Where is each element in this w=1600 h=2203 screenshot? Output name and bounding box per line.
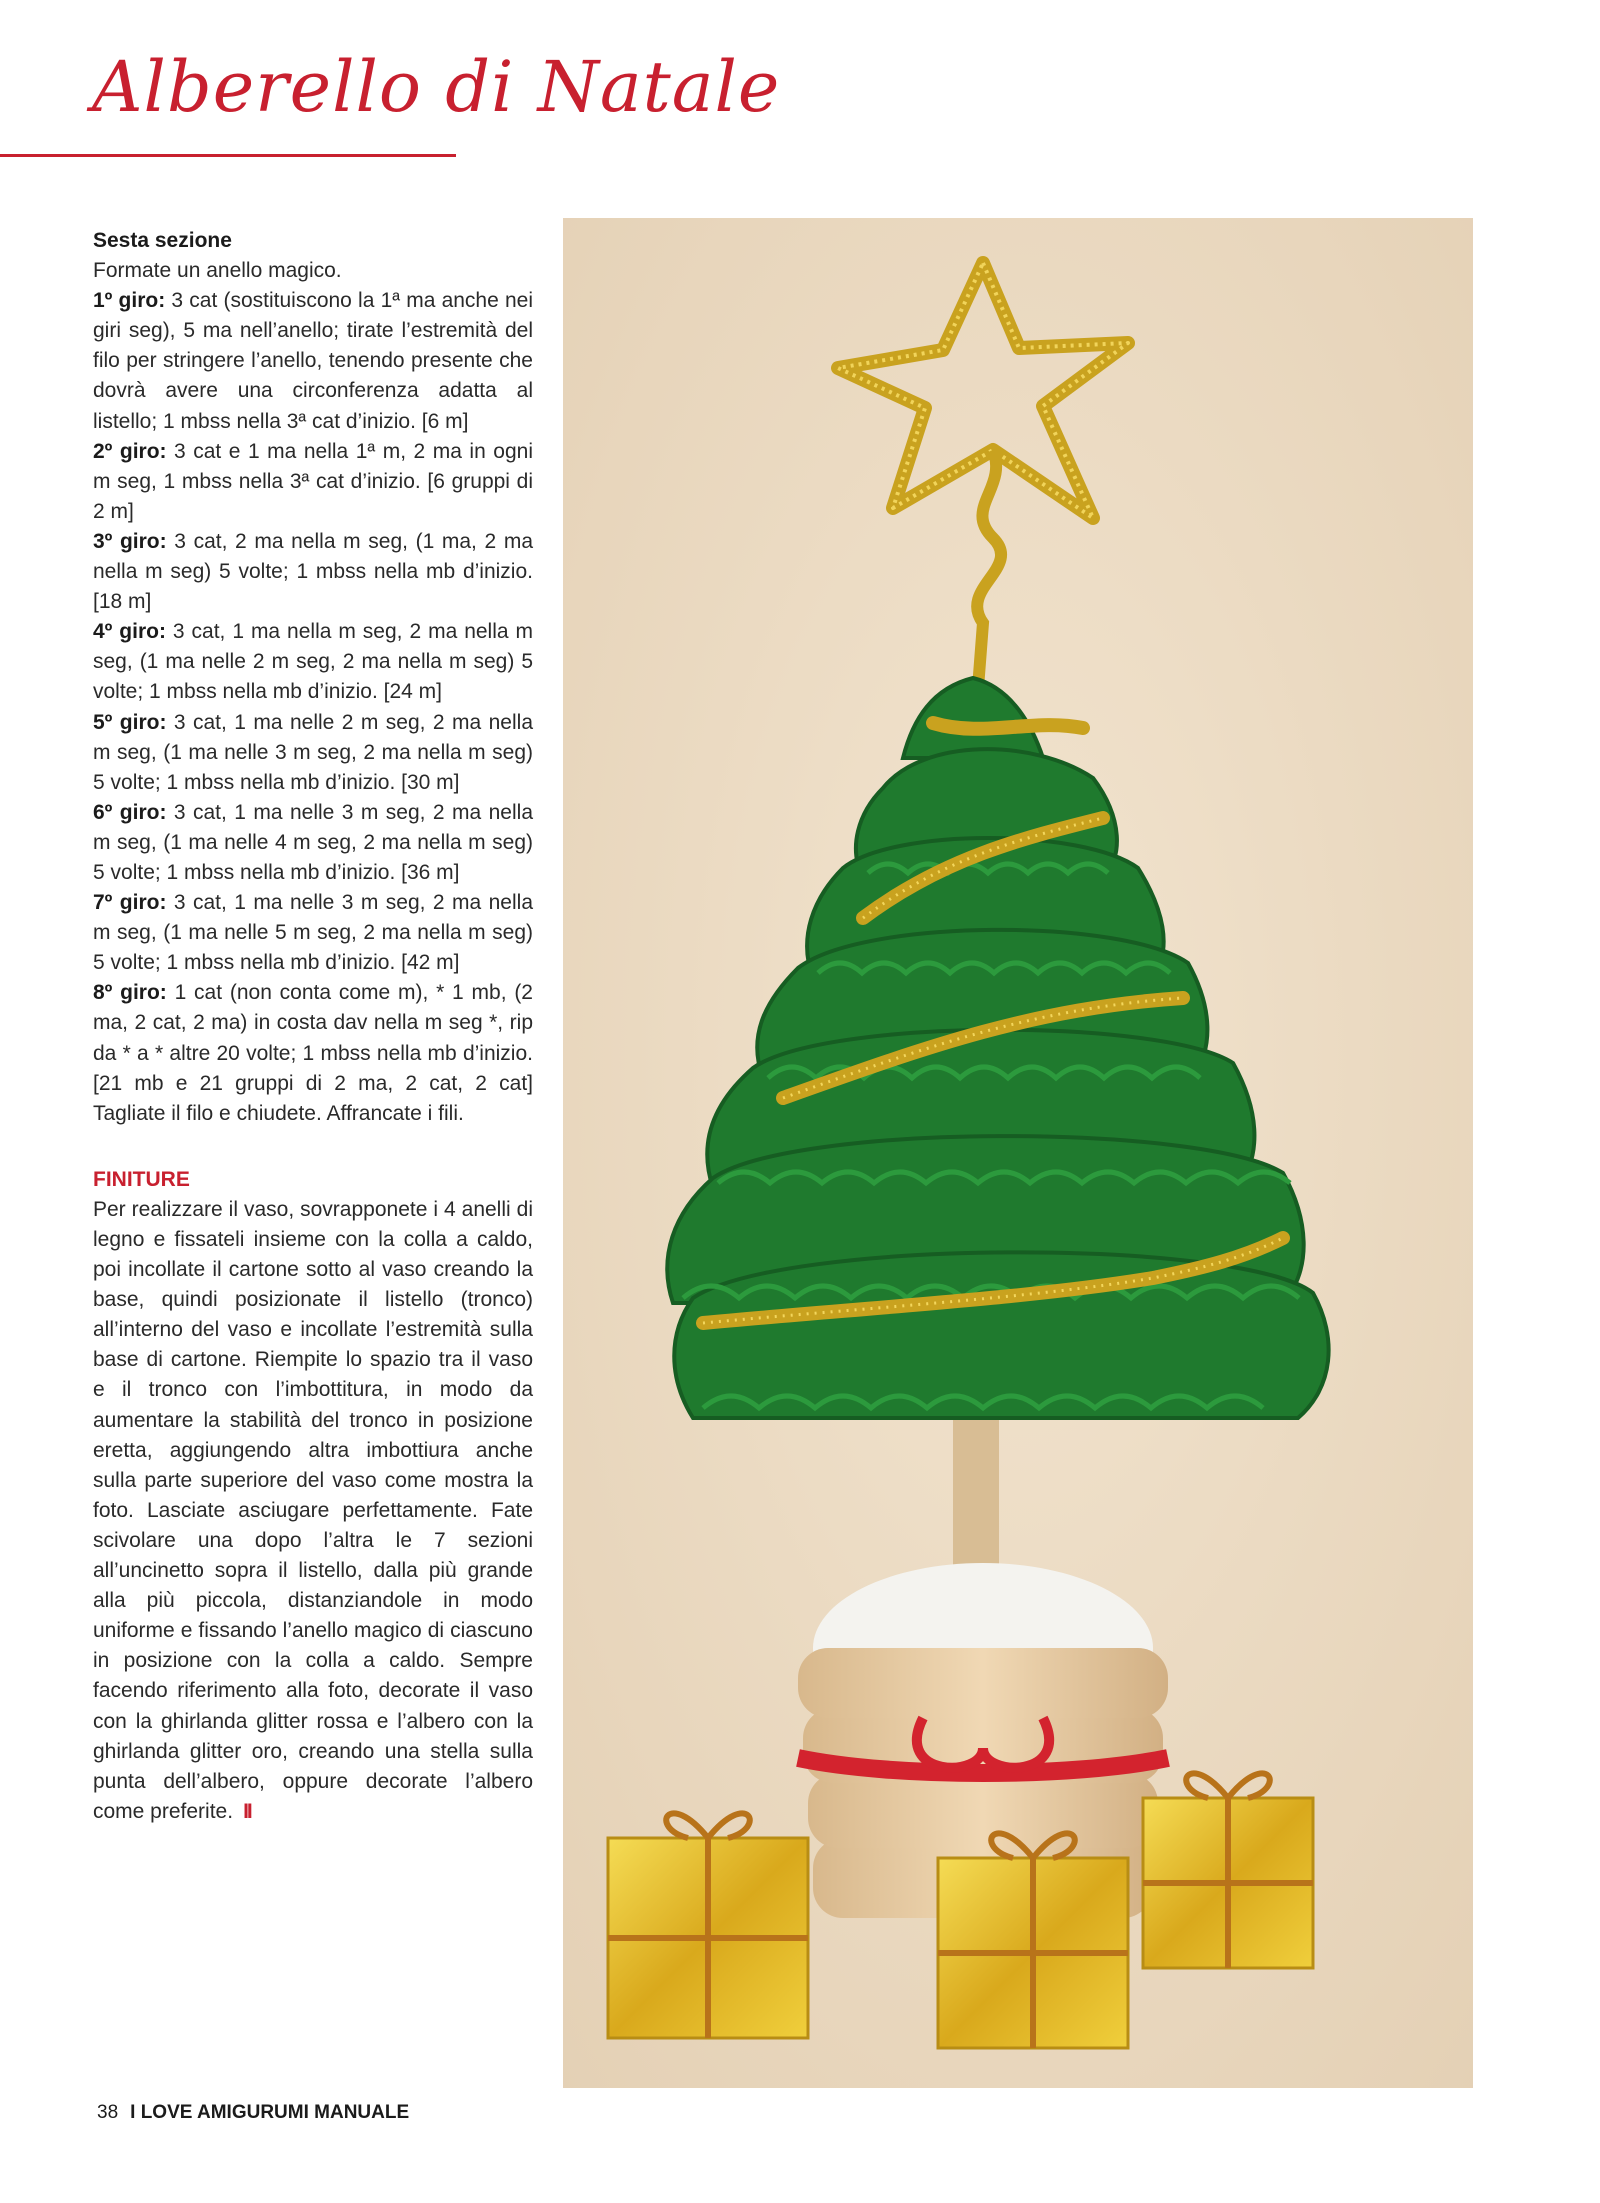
round-text: 3 cat, 1 ma nella m seg, 2 ma nella m seg, (1 ma nelle 2 m seg, 2 ma nella m seg) 5 volte; 1 mbss nella mb d’inizio. [24 m] xyxy=(93,620,533,704)
round-2 xyxy=(93,437,533,527)
round-text: 3 cat, 2 ma nella m seg, (1 ma, 2 ma nella m seg) 5 volte; 1 mbss nella mb d’inizio. [18 m] xyxy=(93,529,533,614)
tree-photo xyxy=(563,218,1473,2088)
gift-left xyxy=(608,1813,808,2038)
page-number: 38 xyxy=(97,2102,119,2123)
round-text: 3 cat, 1 ma nelle 2 m seg, 2 ma nella m seg, (1 ma nelle 3 m seg, 2 ma nella m seg) 5 volte; 1 mbss nella mb d’inizio. [30 m] xyxy=(93,710,533,794)
tree-trunk xyxy=(953,1408,999,1578)
finishing-body: Per realizzare il vaso, sovrapponete i 4 anelli di legno e fissateli insieme con la colla a caldo, poi incollate il cartone sotto al vaso creando la base, quindi posizionate il listello (tronco) all’interno del vaso e incollate l’estremità sulla base di cartone. Riempite lo spazio tra il vaso e il tronco con l’imbottitura, in modo da aumentare la stabilità del tronco in posizione eretta, aggiungendo altra imbottiura anche sulla parte superiore del vaso come mostra la foto. Lasciate asciugare perfettamente. Fate scivolare una dopo l’altra le 7 sezioni all’uncinetto sopra il listello, dalla più grande alla più piccola, distanziandole in modo uniforme e fissando l’anello magico di ciascuno in posizione con la colla a caldo. Sempre facendo riferimento alla foto, decorate il vaso con la ghirlanda glitter rossa e l’albero con la ghirlanda glitter oro, creando una stella sulla punta dell’albero, oppure decorate l’albero come preferite. xyxy=(93,1197,533,1823)
round-3 xyxy=(93,527,533,617)
round-text: 3 cat (sostituiscono la 1ª ma anche nei giri seg), 5 ma nell’anello; tirate l’estremità del filo per stringere l’anello, tenendo presente che dovrà avere una circonferenza adatta al listello; 1 mbss nella 3ª cat d’inizio. [6 m] xyxy=(93,289,534,433)
round-8 xyxy=(93,978,533,1128)
round-7 xyxy=(93,888,533,978)
round-6 xyxy=(93,798,533,888)
round-label: 2º giro: xyxy=(93,439,167,463)
round-label: 4º giro: xyxy=(93,620,166,644)
tree-illustration xyxy=(563,218,1473,2088)
page-footer xyxy=(97,2102,409,2124)
finishing-heading: FINITURE xyxy=(93,1167,190,1191)
gift-right xyxy=(1143,1773,1313,1968)
round-label: 3º giro: xyxy=(93,529,167,553)
round-1 xyxy=(93,286,533,436)
round-text: 3 cat e 1 ma nella 1ª m, 2 ma in ogni m seg, 1 mbss nella 3ª cat d’inizio. [6 gruppi di 2 m] xyxy=(93,439,533,523)
finishing-text xyxy=(93,1195,533,1827)
round-label: 6º giro: xyxy=(93,800,167,824)
publication-name: I LOVE AMIGURUMI MANUALE xyxy=(130,2102,410,2123)
section-intro: Formate un anello magico. xyxy=(93,259,342,283)
round-5 xyxy=(93,708,533,798)
round-label: 8º giro: xyxy=(93,981,167,1005)
round-4 xyxy=(93,617,533,707)
round-label: 1º giro: xyxy=(93,289,166,313)
round-label: 5º giro: xyxy=(93,710,167,734)
page-title: Alberello di Natale xyxy=(92,46,781,128)
title-underline xyxy=(0,154,456,157)
end-mark: II xyxy=(243,1799,251,1823)
section-heading: Sesta sezione xyxy=(93,229,232,252)
round-text: 3 cat, 1 ma nelle 3 m seg, 2 ma nella m seg, (1 ma nelle 4 m seg, 2 ma nella m seg) 5 volte; 1 mbss nella mb d’inizio. [36 m] xyxy=(93,800,533,884)
round-text: 3 cat, 1 ma nelle 3 m seg, 2 ma nella m seg, (1 ma nelle 5 m seg, 2 ma nella m seg) 5 volte; 1 mbss nella mb d’inizio. [42 m] xyxy=(93,891,533,975)
text-column xyxy=(93,226,533,1827)
gift-middle xyxy=(938,1833,1128,2048)
round-text: 1 cat (non conta come m), * 1 mb, (2 ma, 2 cat, 2 ma) in costa dav nella m seg *, rip da * a * altre 20 volte; 1 mbss nella mb d’inizio. [21 mb e 21 gruppi di 2 ma, 2 cat, 2 cat] Tagliate il filo e chiudete. Affrancate i fili. xyxy=(93,981,533,1125)
round-label: 7º giro: xyxy=(93,891,167,915)
